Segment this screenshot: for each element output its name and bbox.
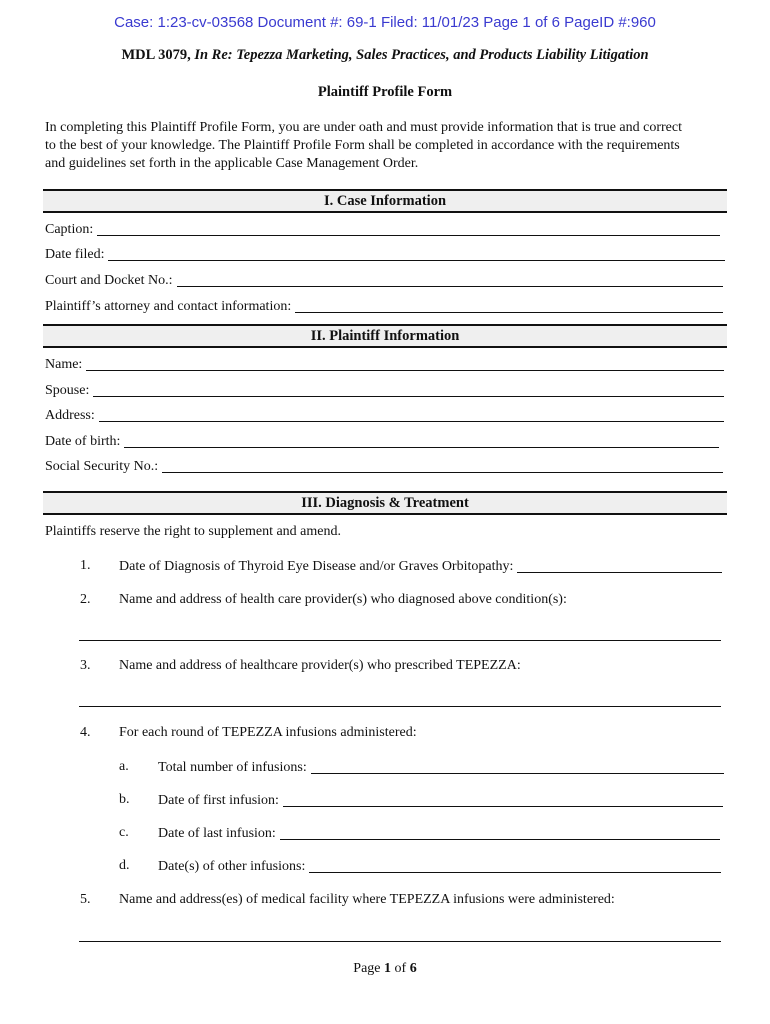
caption-input-line[interactable] bbox=[97, 221, 720, 236]
field-label: Name: bbox=[45, 357, 83, 372]
field-label: Court and Docket No.: bbox=[45, 273, 173, 288]
section-header-diagnosis-treatment: III. Diagnosis & Treatment bbox=[43, 491, 727, 515]
court-docket-field[interactable] bbox=[45, 272, 723, 289]
last-infusion-date-field[interactable] bbox=[158, 825, 720, 842]
item-number: 4. bbox=[80, 725, 91, 740]
page-number: 1 bbox=[384, 961, 392, 976]
attorney-contact-field[interactable] bbox=[45, 298, 723, 315]
page-total: 6 bbox=[409, 961, 417, 976]
caption-field[interactable] bbox=[45, 221, 720, 238]
mdl-caption bbox=[0, 47, 770, 64]
page-word: Page bbox=[353, 961, 385, 976]
attorney-contact-input-line[interactable] bbox=[295, 298, 723, 313]
field-label: Date(s) of other infusions: bbox=[158, 859, 306, 874]
infusion-facility-label: Name and address(es) of medical facility where TEPEZZA infusions were administered: bbox=[119, 892, 615, 907]
diagnosis-date-field[interactable] bbox=[119, 558, 722, 575]
other-infusion-dates-input-line[interactable] bbox=[309, 858, 721, 873]
prescribing-provider-label: Name and address of healthcare provider(s) who prescribed TEPEZZA: bbox=[119, 658, 521, 673]
total-infusions-input-line[interactable] bbox=[311, 759, 724, 774]
date-of-birth-input-line[interactable] bbox=[124, 433, 719, 448]
diagnosis-date-input-line[interactable] bbox=[517, 558, 722, 573]
field-label: Caption: bbox=[45, 222, 94, 237]
subitem-letter: a. bbox=[119, 759, 129, 774]
subitem-letter: c. bbox=[119, 825, 129, 840]
mdl-prefix: MDL 3079, bbox=[121, 47, 195, 63]
section-header-case-information: I. Case Information bbox=[43, 189, 727, 213]
field-label: Date filed: bbox=[45, 247, 105, 262]
name-input-line[interactable] bbox=[86, 356, 724, 371]
item-number: 1. bbox=[80, 558, 91, 573]
page-footer bbox=[0, 961, 770, 977]
other-infusion-dates-field[interactable] bbox=[158, 858, 721, 875]
last-infusion-date-input-line[interactable] bbox=[280, 825, 720, 840]
subitem-letter: b. bbox=[119, 792, 130, 807]
first-infusion-date-field[interactable] bbox=[158, 792, 723, 809]
field-label: Spouse: bbox=[45, 383, 90, 398]
ssn-field[interactable] bbox=[45, 458, 723, 475]
item-number: 3. bbox=[80, 658, 91, 673]
address-input-line[interactable] bbox=[99, 407, 724, 422]
section-header-plaintiff-information: II. Plaintiff Information bbox=[43, 324, 727, 348]
field-label: Social Security No.: bbox=[45, 459, 159, 474]
field-label: Date of last infusion: bbox=[158, 826, 276, 841]
item-number: 2. bbox=[80, 592, 91, 607]
prescribing-provider-input-line[interactable] bbox=[79, 706, 721, 707]
total-infusions-field[interactable] bbox=[158, 759, 724, 776]
subitem-letter: d. bbox=[119, 858, 130, 873]
form-title: Plaintiff Profile Form bbox=[317, 84, 453, 100]
date-filed-field[interactable] bbox=[45, 246, 725, 263]
court-filing-stamp: Case: 1:23-cv-03568 Document #: 69-1 Filed: 11/01/23 Page 1 of 6 PageID #:960 bbox=[114, 14, 656, 31]
field-label: Address: bbox=[45, 408, 95, 423]
supplement-note: Plaintiffs reserve the right to supplement and amend. bbox=[45, 524, 342, 539]
diagnosing-provider-label: Name and address of health care provider(s) who diagnosed above condition(s): bbox=[119, 592, 567, 607]
of-word: of bbox=[391, 961, 410, 976]
intro-paragraph bbox=[45, 119, 730, 173]
field-label: Date of first infusion: bbox=[158, 793, 279, 808]
mdl-case-name: In Re: Tepezza Marketing, Sales Practices, and Products Liability Litigation bbox=[194, 47, 649, 63]
court-docket-input-line[interactable] bbox=[177, 272, 723, 287]
field-label: Total number of infusions: bbox=[158, 760, 307, 775]
item-number: 5. bbox=[80, 892, 91, 907]
field-label: Plaintiff’s attorney and contact information: bbox=[45, 299, 292, 314]
diagnosing-provider-input-line[interactable] bbox=[79, 640, 721, 641]
ssn-input-line[interactable] bbox=[162, 458, 723, 473]
spouse-field[interactable] bbox=[45, 382, 724, 399]
spouse-input-line[interactable] bbox=[93, 382, 724, 397]
intro-line: to the best of your knowledge. The Plaintiff Profile Form shall be completed in accordance with the requirements bbox=[45, 138, 680, 153]
infusion-facility-input-line[interactable] bbox=[79, 941, 721, 942]
first-infusion-date-input-line[interactable] bbox=[283, 792, 723, 807]
intro-line: In completing this Plaintiff Profile Form, you are under oath and must provide information that is true and correct bbox=[45, 120, 682, 135]
field-label: Date of birth: bbox=[45, 434, 121, 449]
address-field[interactable] bbox=[45, 407, 724, 424]
date-filed-input-line[interactable] bbox=[108, 246, 725, 261]
name-field[interactable] bbox=[45, 356, 724, 373]
infusion-rounds-label: For each round of TEPEZZA infusions administered: bbox=[119, 725, 417, 740]
intro-line: and guidelines set forth in the applicable Case Management Order. bbox=[45, 156, 419, 171]
date-of-birth-field[interactable] bbox=[45, 433, 719, 450]
field-label: Date of Diagnosis of Thyroid Eye Disease and/or Graves Orbitopathy: bbox=[119, 559, 514, 574]
